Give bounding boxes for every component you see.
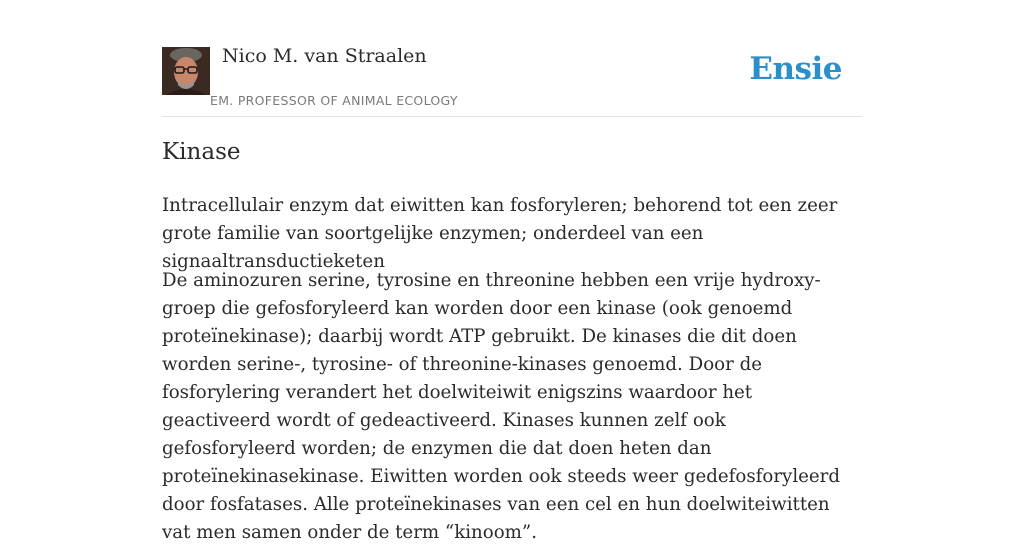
author-header [162, 0, 862, 117]
author-avatar[interactable] [162, 47, 210, 95]
author-name[interactable]: Nico M. van Straalen [222, 45, 427, 67]
article-paragraph: Intracellulair enzym dat eiwitten kan fosforyleren; behorend tot een zeer grote familie van soortgelijke enzymen; onderdeel van een signaaltransductieketen [162, 195, 838, 272]
article-paragraph: De aminozuren serine, tyrosine en threonine hebben een vrije hydroxy-groep die gefosforyleerd kan worden door een kinase (ook genoemd proteïnekinase); daarbij wordt ATP gebruikt. De kinases die dit doen worden serine-, tyrosine- of threonine-kinases genoemd. Door de fosforylering verandert het doelwiteiwit enigszins waardoor het geactiveerd wordt of gedeactiveerd. Kinases kunnen zelf ook gefosforyleerd worden; de enzymen die dat doen heten dan proteïnekinasekinase. Eiwitten worden ook steeds weer gedefosforyleerd door fosfatases. Alle proteïnekinases van een cel en hun doelwiteiwitten vat men samen onder de term “kinoom”. [162, 270, 841, 543]
article-title: Kinase [162, 139, 241, 165]
author-portrait-icon [162, 47, 210, 95]
brand-logo[interactable]: Ensie [749, 51, 842, 87]
author-role: EM. PROFESSOR OF ANIMAL ECOLOGY [210, 93, 458, 108]
